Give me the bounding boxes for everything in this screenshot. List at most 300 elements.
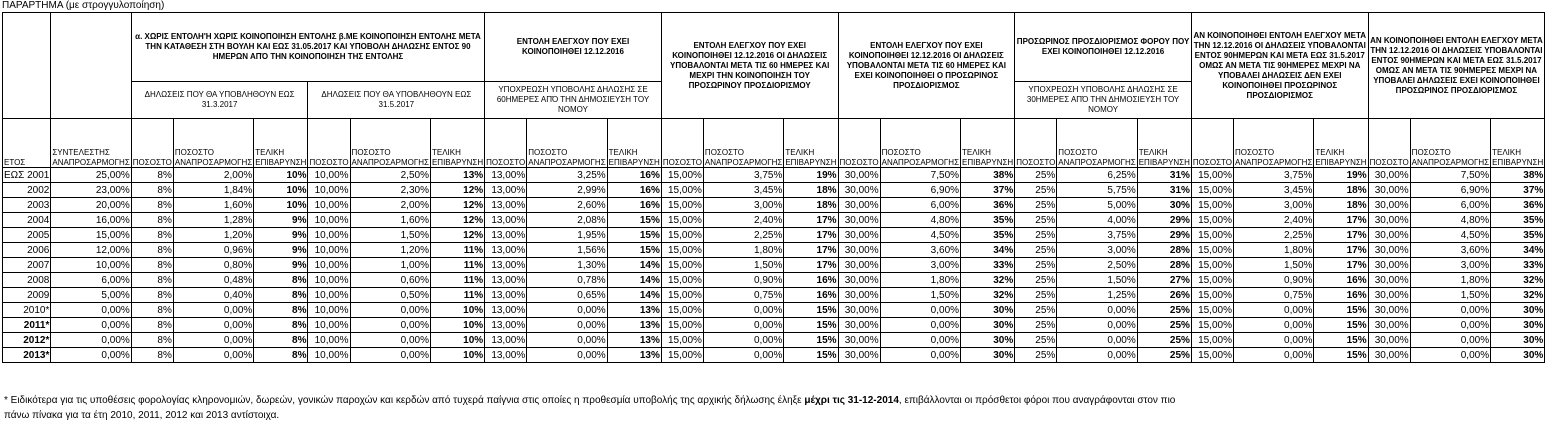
pct-adj-cell: 2,40% — [703, 213, 783, 228]
sheet-title: ΠΑΡΑΡΤΗΜΑ (με στρογγυλοποίηση) — [2, 0, 165, 11]
final-cell: 18% — [784, 183, 838, 198]
pct-cell: 30,00% — [1368, 288, 1410, 303]
pct-cell: 15,00% — [661, 168, 703, 183]
pct-adj-cell: 6,00% — [880, 198, 960, 213]
final-cell: 35% — [961, 228, 1015, 243]
pct-cell: 30,00% — [1368, 243, 1410, 258]
pct-adj-cell: 1,80% — [880, 273, 960, 288]
pct-cell: 30,00% — [1368, 303, 1410, 318]
col-header-pct: ΠΟΣΟΣΤΟ — [661, 119, 703, 168]
pct-cell: 30,00% — [838, 213, 880, 228]
pct-adj-cell: 1,95% — [527, 228, 607, 243]
pct-adj-cell: 1,20% — [173, 228, 253, 243]
footnote-text: * Ειδικότερα για τις υποθέσεις φορολογίας κληρονομιών, δωρεών, γονικών παροχών και κερδών από τυχερά παίγνια στις οποίες η προθεσμία υποβολής της αρχικής δήλωσης έληξε — [4, 395, 805, 406]
subheader: ΥΠΟΧΡΕΩΣΗ ΥΠΟΒΟΛΗΣ ΔΗΛΩΣΗΣ ΣΕ 30ΗΜΕΡΕΣ ΑΠΌ ΤΗΝ ΔΗΜΟΣΙΕΥΣΗ ΤΟΥ ΝΟΜΟΥ — [1015, 82, 1192, 119]
pct-adj-cell: 1,25% — [1057, 288, 1137, 303]
pct-adj-cell: 0,40% — [173, 288, 253, 303]
final-cell: 12% — [430, 213, 484, 228]
col-header-pct-adj: ΠΟΣΟΣΤΟ ΑΝΑΠΡΟΣΑΡΜΟΓΗΣ — [527, 119, 607, 168]
final-cell: 17% — [1314, 258, 1368, 273]
group-header-row — [3, 13, 1545, 82]
pct-cell: 30,00% — [1368, 213, 1410, 228]
pct-adj-cell: 0,00% — [1233, 348, 1313, 363]
pct-cell: 10,00% — [308, 213, 350, 228]
final-cell: 33% — [1491, 258, 1545, 273]
pct-cell: 15,00% — [1191, 348, 1233, 363]
pct-adj-cell: 0,90% — [703, 273, 783, 288]
pct-cell: 8% — [131, 213, 173, 228]
coef-cell: 25,00% — [51, 168, 131, 183]
pct-cell: 15,00% — [661, 258, 703, 273]
pct-adj-cell: 0,00% — [173, 303, 253, 318]
pct-cell: 15,00% — [661, 183, 703, 198]
pct-adj-cell: 1,50% — [1410, 288, 1490, 303]
pct-adj-cell: 2,99% — [527, 183, 607, 198]
final-cell: 9% — [254, 243, 308, 258]
final-cell: 25% — [1137, 303, 1191, 318]
pct-adj-cell: 1,50% — [880, 288, 960, 303]
final-cell: 10% — [254, 183, 308, 198]
pct-cell: 25% — [1015, 228, 1057, 243]
final-cell: 15% — [607, 228, 661, 243]
pct-adj-cell: 0,00% — [703, 348, 783, 363]
table-row — [3, 168, 1545, 183]
pct-cell: 15,00% — [1191, 273, 1233, 288]
pct-adj-cell: 3,25% — [527, 168, 607, 183]
pct-adj-cell: 3,00% — [1233, 198, 1313, 213]
pct-cell: 13,00% — [485, 213, 527, 228]
pct-adj-cell: 0,75% — [703, 288, 783, 303]
col-header-pct: ΠΟΣΟΣΤΟ — [485, 119, 527, 168]
pct-adj-cell: 0,00% — [880, 303, 960, 318]
year-cell: 2005 — [3, 228, 51, 243]
final-cell: 32% — [961, 288, 1015, 303]
pct-adj-cell: 0,00% — [350, 303, 430, 318]
pct-adj-cell: 2,25% — [1233, 228, 1313, 243]
col-header-final: ΤΕΛΙΚΗ ΕΠΙΒΑΡΥΝΣΗ — [254, 119, 308, 168]
pct-cell: 15,00% — [661, 198, 703, 213]
pct-adj-cell: 1,60% — [350, 213, 430, 228]
pct-adj-cell: 1,50% — [1233, 258, 1313, 273]
year-cell: 2002 — [3, 183, 51, 198]
pct-adj-cell: 0,00% — [350, 333, 430, 348]
col-header-pct-adj: ΠΟΣΟΣΤΟ ΑΝΑΠΡΟΣΑΡΜΟΓΗΣ — [1233, 119, 1313, 168]
pct-adj-cell: 3,60% — [880, 243, 960, 258]
final-cell: 8% — [254, 303, 308, 318]
subheader: ΔΗΛΩΣΕΙΣ ΠΟΥ ΘΑ ΥΠΟΒΛΗΘΟΥΝ ΕΩΣ 31.3.2017 — [131, 82, 308, 119]
group-header: ΑΝ ΚΟΙΝΟΠΟΙΗΘΕΙ ΕΝΤΟΛΗ ΕΛΕΓΧΟΥ ΜΕΤΑ ΤΗΝ 12.12.2016 ΟΙ ΔΗΛΩΣΕΙΣ ΥΠΟΒΑΛΟΝΤΑΙ ΕΝΤΟΣ 90ΗΜΕΡΩΝ ΚΑΙ ΜΕΤΑ ΕΩΣ 31.5.2017 ΟΜΩΣ ΑΝ ΜΕΤΑ ΤΙΣ 90ΗΜΕΡΕΣ ΜΕΧΡΙ ΝΑ ΥΠΟΒΑΛΕΙ ΔΗΛΩΣΕΙΣ ΕΧΕΙ ΚΟΙΝΟΠΟΙΗΘΕΙ ΠΡΟΣΩΡΙΝΟΣ ΠΡΟΣΔΙΟΡΙΣΜΟΣ — [1368, 13, 1545, 119]
pct-adj-cell: 1,50% — [1057, 273, 1137, 288]
coef-cell: 0,00% — [51, 348, 131, 363]
pct-cell: 13,00% — [485, 273, 527, 288]
final-cell: 18% — [1314, 198, 1368, 213]
pct-adj-cell: 0,00% — [1057, 348, 1137, 363]
pct-adj-cell: 4,80% — [880, 213, 960, 228]
pct-adj-cell: 0,50% — [350, 288, 430, 303]
final-cell: 30% — [1491, 348, 1545, 363]
pct-cell: 8% — [131, 183, 173, 198]
pct-cell: 15,00% — [661, 213, 703, 228]
footnote — [4, 393, 1194, 423]
pct-cell: 10,00% — [308, 258, 350, 273]
final-cell: 13% — [607, 348, 661, 363]
pct-cell: 13,00% — [485, 168, 527, 183]
pct-cell: 10,00% — [308, 243, 350, 258]
final-cell: 33% — [961, 258, 1015, 273]
pct-cell: 25% — [1015, 318, 1057, 333]
table-row — [3, 213, 1545, 228]
pct-adj-cell: 0,00% — [1410, 348, 1490, 363]
final-cell: 16% — [607, 168, 661, 183]
year-cell: 2009 — [3, 288, 51, 303]
final-cell: 15% — [784, 333, 838, 348]
pct-adj-cell: 2,08% — [527, 213, 607, 228]
pct-cell: 15,00% — [1191, 288, 1233, 303]
coef-cell: 23,00% — [51, 183, 131, 198]
coef-cell: 16,00% — [51, 213, 131, 228]
final-cell: 32% — [1491, 273, 1545, 288]
final-cell: 17% — [784, 228, 838, 243]
final-cell: 12% — [430, 228, 484, 243]
pct-adj-cell: 3,00% — [703, 198, 783, 213]
final-cell: 30% — [1137, 198, 1191, 213]
pct-cell: 15,00% — [1191, 213, 1233, 228]
pct-cell: 10,00% — [308, 168, 350, 183]
pct-adj-cell: 0,00% — [880, 348, 960, 363]
pct-adj-cell: 3,00% — [1410, 258, 1490, 273]
year-cell: 2012* — [3, 333, 51, 348]
final-cell: 37% — [1491, 183, 1545, 198]
col-header-pct: ΠΟΣΟΣΤΟ — [838, 119, 880, 168]
group-header: ΠΡΟΣΩΡΙΝΟΣ ΠΡΟΣΔΙΟΡΙΣΜΟΣ ΦΟΡΟΥ ΠΟΥ ΕΧΕΙ ΚΟΙΝΟΠΟΙΗΘΕΙ 12.12.2016 — [1015, 13, 1192, 82]
pct-adj-cell: 1,00% — [350, 258, 430, 273]
col-header-final: ΤΕΛΙΚΗ ΕΠΙΒΑΡΥΝΣΗ — [784, 119, 838, 168]
final-cell: 14% — [607, 288, 661, 303]
pct-adj-cell: 4,50% — [880, 228, 960, 243]
pct-adj-cell: 1,50% — [703, 258, 783, 273]
final-cell: 28% — [1137, 258, 1191, 273]
pct-adj-cell: 0,00% — [527, 303, 607, 318]
table-row — [3, 288, 1545, 303]
pct-adj-cell: 2,00% — [173, 168, 253, 183]
pct-cell: 30,00% — [838, 198, 880, 213]
final-cell: 17% — [1314, 243, 1368, 258]
pct-cell: 25% — [1015, 333, 1057, 348]
pct-adj-cell: 1,84% — [173, 183, 253, 198]
final-cell: 8% — [254, 288, 308, 303]
final-cell: 17% — [1314, 213, 1368, 228]
pct-adj-cell: 1,80% — [703, 243, 783, 258]
pct-adj-cell: 2,00% — [350, 198, 430, 213]
group-header: α. ΧΩΡΙΣ ΕΝΤΟΛΗ'Η ΧΩΡΙΣ ΚΟΙΝΟΠΟΙΗΣΗ ΕΝΤΟΛΗΣ β.ΜΕ ΚΟΙΝΟΠΟΙΗΣΗ ΕΝΤΟΛΗΣ ΜΕΤΑ ΤΗΝ ΚΑΤΑΘΕΣΗ ΣΤΗ ΒΟΥΛΗ ΚΑΙ ΕΩΣ 31.05.2017 ΚΑΙ ΥΠΟΒΟΛΗ ΔΗΛΩΣΗΣ ΕΝΤΟΣ 90 ΗΜΕΡΩΝ ΑΠΌ ΤΗΝ ΚΟΙΝΟΠΟΙΗΣΗ ΤΗΣ ΕΝΤΟΛΗΣ — [131, 13, 484, 82]
pct-adj-cell: 0,00% — [1233, 303, 1313, 318]
pct-cell: 13,00% — [485, 258, 527, 273]
table-row — [3, 348, 1545, 363]
pct-cell: 30,00% — [1368, 168, 1410, 183]
pct-cell: 10,00% — [308, 318, 350, 333]
pct-adj-cell: 0,00% — [173, 318, 253, 333]
pct-adj-cell: 0,00% — [880, 333, 960, 348]
pct-adj-cell: 0,00% — [350, 318, 430, 333]
pct-cell: 25% — [1015, 258, 1057, 273]
final-cell: 27% — [1137, 273, 1191, 288]
appendix-table — [2, 12, 1545, 363]
pct-cell: 8% — [131, 318, 173, 333]
final-cell: 13% — [607, 303, 661, 318]
pct-adj-cell: 3,00% — [1057, 243, 1137, 258]
pct-adj-cell: 0,60% — [350, 273, 430, 288]
pct-cell: 30,00% — [1368, 333, 1410, 348]
blank-header-cell — [3, 13, 51, 119]
pct-adj-cell: 6,25% — [1057, 168, 1137, 183]
final-cell: 30% — [1491, 318, 1545, 333]
final-cell: 11% — [430, 243, 484, 258]
final-cell: 16% — [1314, 288, 1368, 303]
final-cell: 36% — [1491, 198, 1545, 213]
pct-adj-cell: 1,60% — [173, 198, 253, 213]
pct-adj-cell: 2,30% — [350, 183, 430, 198]
final-cell: 17% — [784, 258, 838, 273]
pct-adj-cell: 0,00% — [527, 333, 607, 348]
final-cell: 31% — [1137, 183, 1191, 198]
pct-adj-cell: 0,48% — [173, 273, 253, 288]
final-cell: 8% — [254, 273, 308, 288]
final-cell: 35% — [1491, 213, 1545, 228]
final-cell: 14% — [607, 273, 661, 288]
final-cell: 28% — [1137, 243, 1191, 258]
final-cell: 32% — [961, 273, 1015, 288]
col-header-final: ΤΕΛΙΚΗ ΕΠΙΒΑΡΥΝΣΗ — [1314, 119, 1368, 168]
final-cell: 14% — [607, 258, 661, 273]
pct-cell: 13,00% — [485, 228, 527, 243]
pct-adj-cell: 6,90% — [880, 183, 960, 198]
final-cell: 15% — [1314, 318, 1368, 333]
col-header-pct: ΠΟΣΟΣΤΟ — [1191, 119, 1233, 168]
pct-cell: 13,00% — [485, 303, 527, 318]
pct-adj-cell: 0,00% — [703, 318, 783, 333]
pct-adj-cell: 0,00% — [880, 318, 960, 333]
final-cell: 9% — [254, 258, 308, 273]
pct-cell: 10,00% — [308, 348, 350, 363]
col-header-final: ΤΕΛΙΚΗ ΕΠΙΒΑΡΥΝΣΗ — [961, 119, 1015, 168]
col-header-pct-adj: ΠΟΣΟΣΤΟ ΑΝΑΠΡΟΣΑΡΜΟΓΗΣ — [880, 119, 960, 168]
final-cell: 13% — [607, 333, 661, 348]
pct-cell: 30,00% — [1368, 183, 1410, 198]
final-cell: 18% — [784, 198, 838, 213]
final-cell: 9% — [254, 228, 308, 243]
table-row — [3, 228, 1545, 243]
pct-adj-cell: 3,75% — [703, 168, 783, 183]
final-cell: 12% — [430, 183, 484, 198]
pct-adj-cell: 6,00% — [1410, 198, 1490, 213]
pct-cell: 30,00% — [838, 303, 880, 318]
year-cell: 2006 — [3, 243, 51, 258]
pct-cell: 8% — [131, 333, 173, 348]
pct-cell: 30,00% — [1368, 273, 1410, 288]
final-cell: 15% — [784, 303, 838, 318]
col-header-pct-adj: ΠΟΣΟΣΤΟ ΑΝΑΠΡΟΣΑΡΜΟΓΗΣ — [1057, 119, 1137, 168]
final-cell: 30% — [1491, 333, 1545, 348]
final-cell: 38% — [1491, 168, 1545, 183]
final-cell: 8% — [254, 318, 308, 333]
col-header-pct-adj: ΠΟΣΟΣΤΟ ΑΝΑΠΡΟΣΑΡΜΟΓΗΣ — [703, 119, 783, 168]
group-header: ΕΝΤΟΛΗ ΕΛΕΓΧΟΥ ΠΟΥ ΕΧΕΙ ΚΟΙΝΟΠΟΙΗΘΕΙ 12.12.2016 — [485, 13, 662, 82]
year-cell: 2003 — [3, 198, 51, 213]
final-cell: 13% — [607, 318, 661, 333]
pct-cell: 8% — [131, 348, 173, 363]
pct-adj-cell: 0,65% — [527, 288, 607, 303]
pct-cell: 15,00% — [1191, 333, 1233, 348]
col-header-coef: ΣΥΝΤΕΛΕΣΤΗΣ ΑΝΑΠΡΟΣΑΡΜΟΓΗΣ — [51, 119, 131, 168]
pct-adj-cell: 3,45% — [703, 183, 783, 198]
final-cell: 31% — [1137, 168, 1191, 183]
pct-cell: 13,00% — [485, 333, 527, 348]
final-cell: 15% — [1314, 348, 1368, 363]
final-cell: 15% — [607, 213, 661, 228]
pct-adj-cell: 2,50% — [1057, 258, 1137, 273]
pct-adj-cell: 5,75% — [1057, 183, 1137, 198]
final-cell: 11% — [430, 288, 484, 303]
final-cell: 10% — [430, 303, 484, 318]
pct-cell: 13,00% — [485, 318, 527, 333]
final-cell: 12% — [430, 198, 484, 213]
pct-adj-cell: 0,00% — [527, 318, 607, 333]
pct-adj-cell: 3,60% — [1410, 243, 1490, 258]
pct-adj-cell: 0,00% — [1057, 318, 1137, 333]
pct-cell: 25% — [1015, 348, 1057, 363]
pct-adj-cell: 3,75% — [1057, 228, 1137, 243]
pct-adj-cell: 1,80% — [1410, 273, 1490, 288]
pct-cell: 8% — [131, 228, 173, 243]
table-row — [3, 333, 1545, 348]
final-cell: 30% — [961, 318, 1015, 333]
table-row — [3, 258, 1545, 273]
pct-adj-cell: 0,00% — [1057, 303, 1137, 318]
pct-cell: 30,00% — [838, 258, 880, 273]
final-cell: 29% — [1137, 228, 1191, 243]
coef-cell: 12,00% — [51, 243, 131, 258]
pct-cell: 30,00% — [1368, 318, 1410, 333]
col-header-final: ΤΕΛΙΚΗ ΕΠΙΒΑΡΥΝΣΗ — [1137, 119, 1191, 168]
final-cell: 32% — [1491, 288, 1545, 303]
pct-cell: 15,00% — [661, 333, 703, 348]
pct-cell: 8% — [131, 258, 173, 273]
year-cell: 2011* — [3, 318, 51, 333]
pct-cell: 13,00% — [485, 288, 527, 303]
table-row — [3, 198, 1545, 213]
pct-cell: 25% — [1015, 168, 1057, 183]
final-cell: 38% — [961, 168, 1015, 183]
table-row — [3, 243, 1545, 258]
pct-cell: 15,00% — [661, 288, 703, 303]
pct-cell: 10,00% — [308, 288, 350, 303]
final-cell: 25% — [1137, 348, 1191, 363]
pct-cell: 10,00% — [308, 333, 350, 348]
final-cell: 9% — [254, 213, 308, 228]
col-header-pct: ΠΟΣΟΣΤΟ — [1368, 119, 1410, 168]
pct-cell: 25% — [1015, 243, 1057, 258]
pct-adj-cell: 0,00% — [703, 303, 783, 318]
final-cell: 15% — [784, 318, 838, 333]
pct-cell: 15,00% — [1191, 258, 1233, 273]
coef-cell: 20,00% — [51, 198, 131, 213]
pct-cell: 13,00% — [485, 183, 527, 198]
pct-adj-cell: 3,00% — [880, 258, 960, 273]
pct-cell: 15,00% — [1191, 228, 1233, 243]
pct-cell: 15,00% — [1191, 243, 1233, 258]
pct-adj-cell: 0,00% — [1233, 333, 1313, 348]
coef-cell: 0,00% — [51, 333, 131, 348]
coef-cell: 10,00% — [51, 258, 131, 273]
pct-cell: 30,00% — [838, 318, 880, 333]
final-cell: 18% — [1314, 183, 1368, 198]
year-cell: 2004 — [3, 213, 51, 228]
col-header-pct-adj: ΠΟΣΟΣΤΟ ΑΝΑΠΡΟΣΑΡΜΟΓΗΣ — [1410, 119, 1490, 168]
footnote-text-end: , επιβάλλονται οι πρόσθετοι φόροι που αναγράφονται στον πιο πάνω πίνακα για τα έτη 2010, 2011, 2012 και 2013 αντίστοιχα. — [4, 395, 1176, 421]
footnote-deadline: μέχρι τις 31-12-2014 — [804, 395, 899, 406]
pct-cell: 30,00% — [838, 348, 880, 363]
pct-adj-cell: 0,78% — [527, 273, 607, 288]
final-cell: 16% — [784, 288, 838, 303]
table-row — [3, 318, 1545, 333]
final-cell: 16% — [607, 183, 661, 198]
year-cell: 2013* — [3, 348, 51, 363]
pct-cell: 30,00% — [838, 243, 880, 258]
final-cell: 11% — [430, 273, 484, 288]
pct-cell: 30,00% — [838, 288, 880, 303]
year-cell: 2008 — [3, 273, 51, 288]
pct-cell: 15,00% — [661, 228, 703, 243]
pct-adj-cell: 0,75% — [1233, 288, 1313, 303]
pct-cell: 25% — [1015, 213, 1057, 228]
pct-cell: 13,00% — [485, 243, 527, 258]
pct-adj-cell: 3,45% — [1233, 183, 1313, 198]
final-cell: 29% — [1137, 213, 1191, 228]
pct-cell: 15,00% — [661, 273, 703, 288]
coef-cell: 5,00% — [51, 288, 131, 303]
final-cell: 34% — [961, 243, 1015, 258]
pct-adj-cell: 7,50% — [880, 168, 960, 183]
group-header: ΕΝΤΟΛΗ ΕΛΕΓΧΟΥ ΠΟΥ ΕΧΕΙ ΚΟΙΝΟΠΟΙΗΘΕΙ 12.12.2016 ΟΙ ΔΗΛΩΣΕΙΣ ΥΠΟΒΑΛΟΝΤΑΙ ΜΕΤΑ ΤΙΣ 60 ΗΜΕΡΕΣ ΚΑΙ ΜΕΧΡΙ ΤΗΝ ΚΟΙΝΟΠΟΙΗΣΗ ΤΟΥ ΠΡΟΣΩΡΙΝΟΥ ΠΡΟΣΔΙΟΡΙΣΜΟΥ — [661, 13, 838, 119]
pct-adj-cell: 7,50% — [1410, 168, 1490, 183]
pct-cell: 30,00% — [838, 333, 880, 348]
col-header-final: ΤΕΛΙΚΗ ΕΠΙΒΑΡΥΝΣΗ — [1491, 119, 1545, 168]
pct-adj-cell: 6,90% — [1410, 183, 1490, 198]
pct-cell: 8% — [131, 168, 173, 183]
final-cell: 25% — [1137, 333, 1191, 348]
subheader: ΥΠΟΧΡΕΩΣΗ ΥΠΟΒΟΛΗΣ ΔΗΛΩΣΗΣ ΣΕ 60ΗΜΕΡΕΣ ΑΠΌ ΤΗΝ ΔΗΜΟΣΙΕΥΣΗ ΤΟΥ ΝΟΜΟΥ — [485, 82, 662, 119]
pct-adj-cell: 2,25% — [703, 228, 783, 243]
col-header-pct: ΠΟΣΟΣΤΟ — [131, 119, 173, 168]
pct-cell: 10,00% — [308, 273, 350, 288]
pct-cell: 15,00% — [1191, 303, 1233, 318]
final-cell: 19% — [1314, 168, 1368, 183]
pct-cell: 30,00% — [1368, 228, 1410, 243]
pct-cell: 15,00% — [1191, 198, 1233, 213]
pct-cell: 25% — [1015, 273, 1057, 288]
group-header: ΑΝ ΚΟΙΝΟΠΟΙΗΘΕΙ ΕΝΤΟΛΗ ΕΛΕΓΧΟΥ ΜΕΤΑ ΤΗΝ 12.12.2016 ΟΙ ΔΗΛΩΣΕΙΣ ΥΠΟΒΑΛΟΝΤΑΙ ΕΝΤΟΣ 90ΗΜΕΡΩΝ ΚΑΙ ΜΕΤΑ ΕΩΣ 31.5.2017 ΟΜΩΣ ΑΝ ΜΕΤΑ ΤΙΣ 90ΗΜΕΡΕΣ ΜΕΧΡΙ ΝΑ ΥΠΟΒΑΛΕΙ ΔΗΛΩΣΕΙΣ ΔΕΝ ΕΧΕΙ ΚΟΙΝΟΠΟΙΗΘΕΙ ΠΡΟΣΩΡΙΝΟΣ ΠΡΟΣΔΙΟΡΙΣΜΟΣ — [1191, 13, 1368, 119]
col-header-year: ΕΤΟΣ — [3, 119, 51, 168]
pct-adj-cell: 5,00% — [1057, 198, 1137, 213]
pct-cell: 30,00% — [1368, 198, 1410, 213]
table-row — [3, 183, 1545, 198]
final-cell: 11% — [430, 258, 484, 273]
col-header-pct: ΠΟΣΟΣΤΟ — [1015, 119, 1057, 168]
pct-cell: 13,00% — [485, 348, 527, 363]
pct-cell: 8% — [131, 273, 173, 288]
pct-adj-cell: 0,00% — [527, 348, 607, 363]
pct-cell: 25% — [1015, 198, 1057, 213]
